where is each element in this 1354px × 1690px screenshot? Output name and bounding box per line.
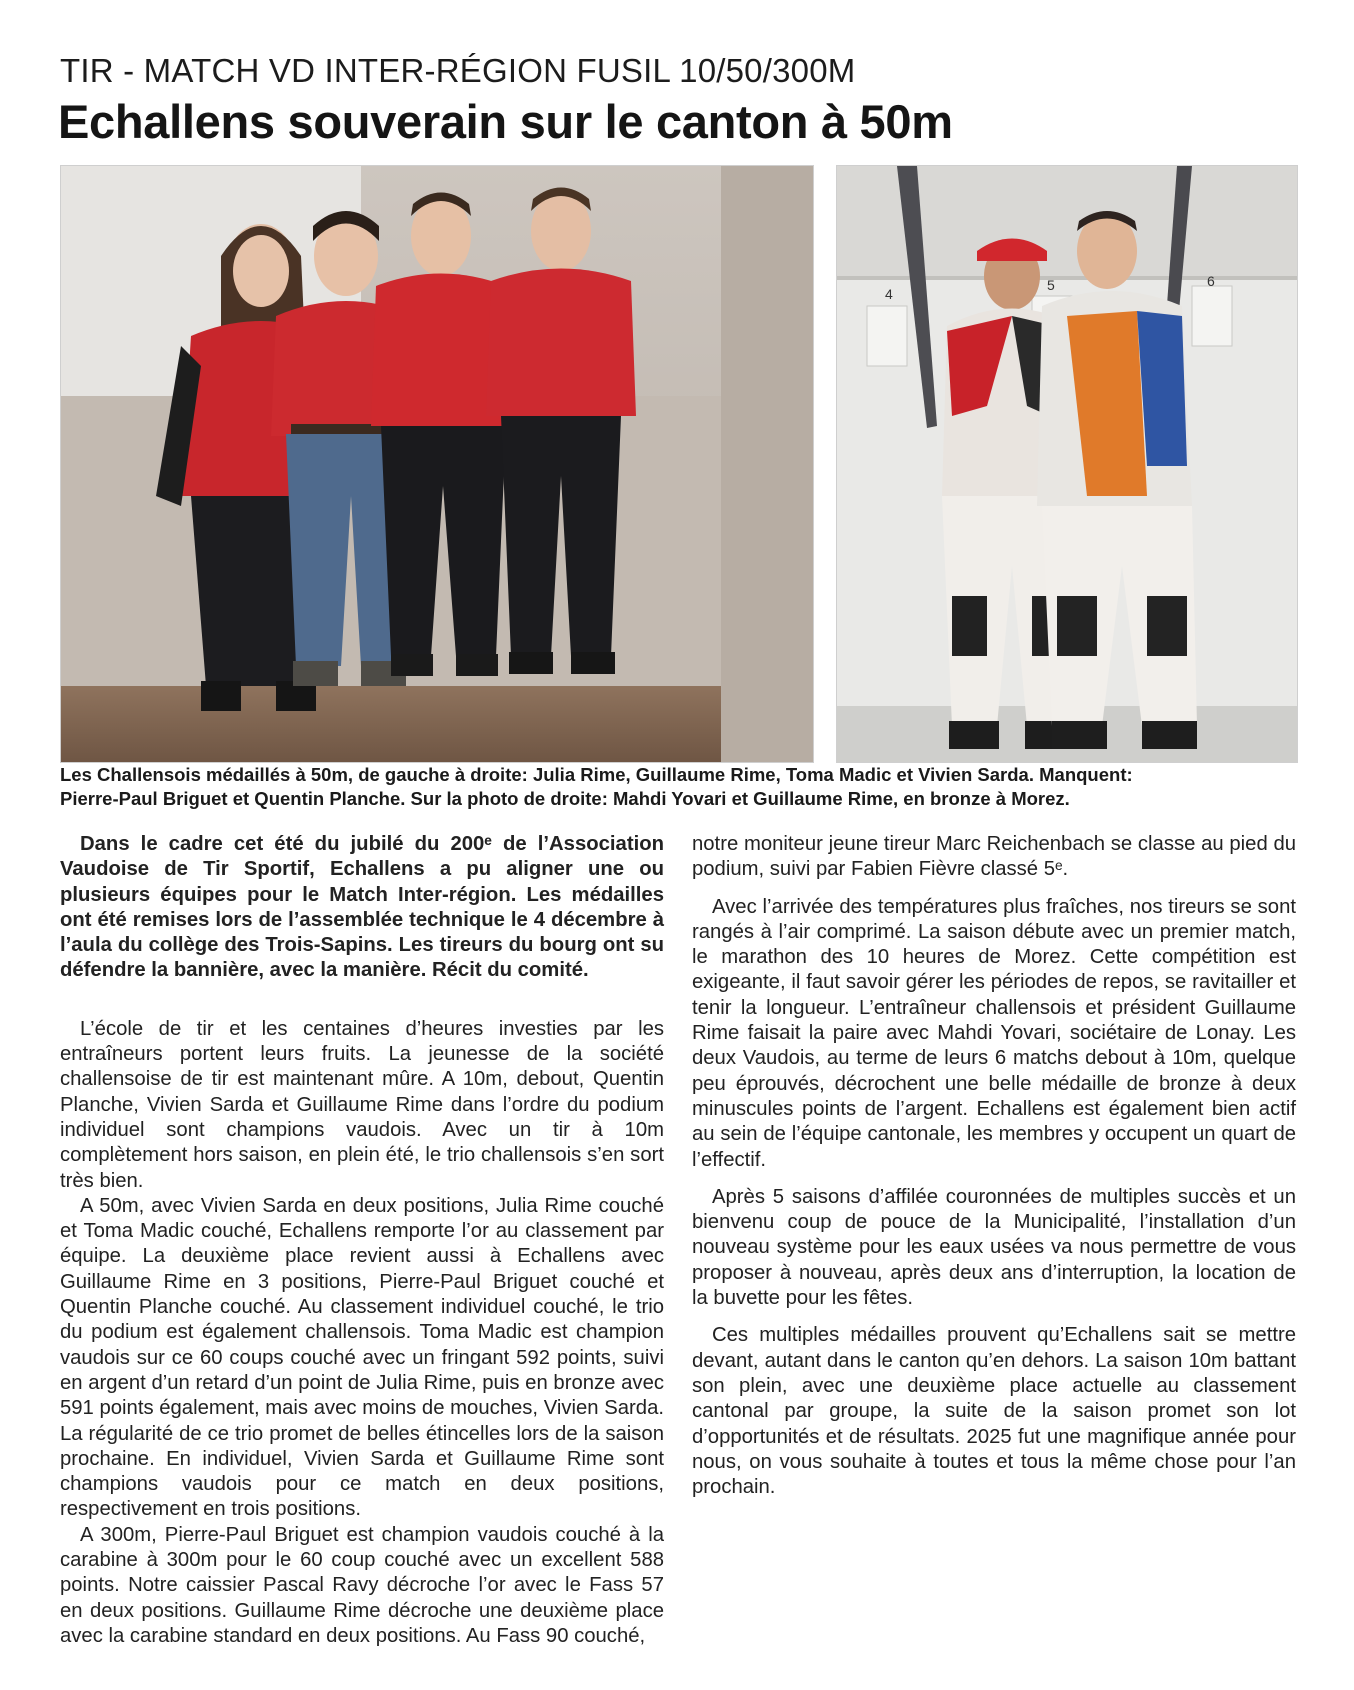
article-kicker: TIR - MATCH VD INTER-RÉGION FUSIL 10/50/300M <box>60 52 856 89</box>
lane-label-4: 4 <box>885 286 893 302</box>
article-lead: Dans le cadre cet été du jubilé du 200ᵉ de l’Association Vaudoise de Tir Sportif, Echallens a pu aligner une ou plusieurs équipes pour le Match Inter-région. Les médailles ont été remises lors de l’assemblée technique le 4 décembre à l’aula du collège des Trois-Sapins. Les tireurs du bourg ont su défendre la bannière, avec la manière. Récit du comité. <box>60 833 664 982</box>
article-column-right <box>692 832 1296 1500</box>
article-paragraph-1: L’école de tir et les centaines d’heures investies par les entraîneurs portent leurs fruits. La jeunesse de la société challensoise de tir est maintenant mûre. A 10m, debout, Quentin Planche, Vivien Sarda et Guillaume Rime dans l’ordre du podium individuel sont champions vaudois. Avec un tir à 10m complètement hors saison, en plein été, le trio challensois s’en sort très bien. <box>60 1017 664 1192</box>
caption-line-2: Pierre-Paul Briguet et Quentin Planche. Sur la photo de droite: Mahdi Yovari et Guillaume Rime, en bronze à Morez. <box>60 788 1070 809</box>
photo-caption <box>60 763 1296 811</box>
article-column-left <box>60 832 664 1649</box>
article-paragraph-5: Après 5 saisons d’affilée couronnées de multiples succès et un bienvenu coup de pouce de la Municipalité, l’installation d’un nouveau système pour les eaux usées va nous permettre de vous proposer à nouveau, après deux ans d’interruption, la location de la buvette pour les fêtes. <box>692 1185 1296 1310</box>
team-photo-illustration <box>61 166 813 762</box>
shooters-photo <box>836 165 1298 763</box>
caption-line-1: Les Challensois médaillés à 50m, de gauche à droite: Julia Rime, Guillaume Rime, Toma Madic et Vivien Sarda. Manquent: <box>60 764 1133 785</box>
article-paragraph-4: Avec l’arrivée des températures plus fraîches, nos tireurs se sont rangés à l’air comprimé. La saison débute avec un premier match, le marathon des 10 heures de Morez. Cette compétition est exigeante, il faut savoir gérer les périodes de repos, se ravitailler et tenir la longueur. L’entraîneur challensois et président Guillaume Rime faisait la paire avec Mahdi Yovari, sociétaire de Lonay. Les deux Vaudois, au terme de leurs 6 matchs debout à 10m, quelque peu éprouvés, décrochent une belle médaille de bronze à deux minuscules points de l’argent. Echallens est également bien actif au sein de l’équipe cantonale, les membres y occupent un quart de l’effectif. <box>692 895 1296 1171</box>
shooters-photo-illustration <box>837 166 1297 762</box>
article-paragraph-6: Ces multiples médailles prouvent qu’Echallens sait se mettre devant, autant dans le canton qu’en dehors. La saison 10m battant son plein, avec une deuxième place actuelle au classement cantonal par groupe, la suite de la saison promet son lot d’opportunités et de résultats. 2025 fut une magnifique année pour nous, on vous souhaite à toutes et tous la même chose pour l’an prochain. <box>692 1324 1296 1499</box>
lane-label-6: 6 <box>1207 273 1215 289</box>
article-paragraph-2: A 50m, avec Vivien Sarda en deux positions, Julia Rime couché et Toma Madic couché, Echallens remporte l’or au classement par équipe. La deuxième place revient aussi à Echallens avec Guillaume Rime en 3 positions, Pierre-Paul Briguet couché et Quentin Planche couché. Au classement individuel couché, le trio du podium est également challensois. Toma Madic est champion vaudois sur ce 60 coups couché avec un fringant 592 points, suivi en argent d’un retard d’un point de Julia Rime, puis en bronze avec 591 points également, mais avec moins de mouches, Vivien Sarda. La régularité de ce trio promet de belles étincelles lors de la saison prochaine. En individuel, Vivien Sarda et Guillaume Rime sont champions vaudois pour ce match en deux positions, respectivement en trois positions. <box>60 1194 664 1521</box>
article-paragraph-3-continued: notre moniteur jeune tireur Marc Reichenbach se classe au pied du podium, suivi par Fabien Fièvre classé 5ᵉ. <box>692 833 1296 881</box>
lane-label-5: 5 <box>1047 277 1055 293</box>
team-photo <box>60 165 814 763</box>
article-headline: Echallens souverain sur le canton à 50m <box>58 95 953 148</box>
article-paragraph-3: A 300m, Pierre-Paul Briguet est champion vaudois couché à la carabine à 300m pour le 60 coup couché avec un excellent 588 points. Notre caissier Pascal Ravy décroche l’or avec le Fass 57 en deux positions. Guillaume Rime décroche une deuxième place avec la carabine standard en deux positions. Au Fass 90 couché, <box>60 1523 664 1647</box>
